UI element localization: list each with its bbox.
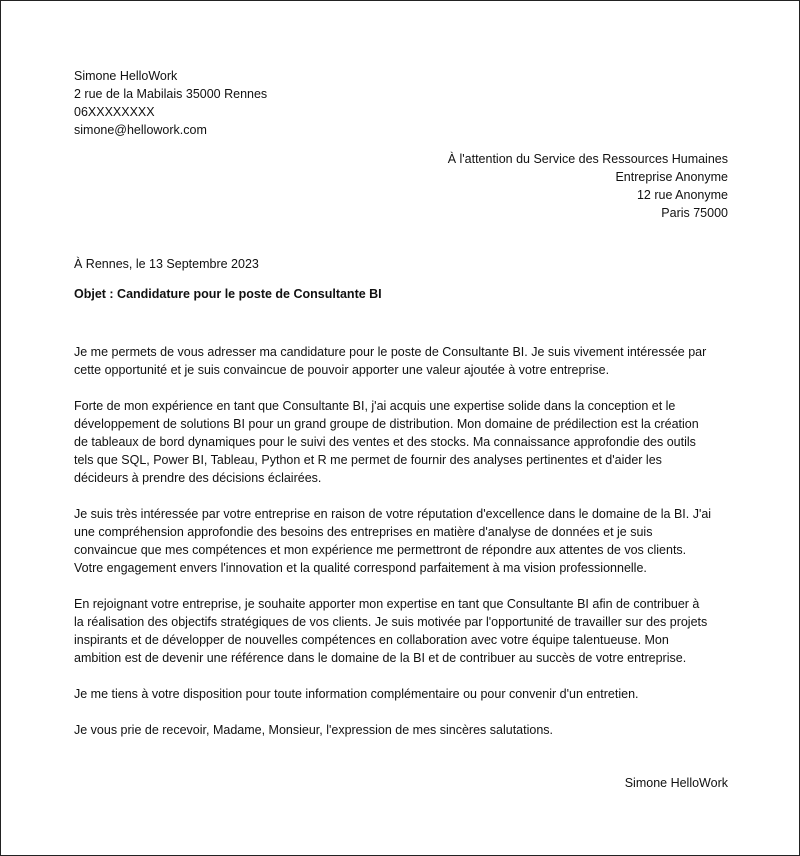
paragraph-line: convaincue que mes compétences et mon expérience me permettront de répondre aux attentes de vos clients. — [74, 543, 687, 557]
paragraph-line: inspirants et de développer de nouvelles compétences en collaboration avec votre équipe talentueuse. Mon — [74, 633, 669, 647]
recipient-company: Entreprise Anonyme — [615, 170, 728, 184]
recipient-attention: À l'attention du Service des Ressources Humaines — [447, 152, 728, 166]
letter-body — [74, 343, 734, 757]
paragraph — [74, 595, 734, 667]
recipient-city: Paris 75000 — [661, 206, 728, 220]
paragraph-line: de tableaux de bord dynamiques pour le suivi des ventes et des stocks. Ma connaissance approfondie des outils — [74, 435, 696, 449]
letter-subject: Objet : Candidature pour le poste de Consultante BI — [74, 287, 382, 301]
paragraph-line: ambition est de devenir une référence dans le domaine de la BI et de contribuer au succès de votre entreprise. — [74, 651, 687, 665]
paragraph-line: tels que SQL, Power BI, Tableau, Python et R me permet de fournir des analyses pertinentes et d'aider les — [74, 453, 662, 467]
paragraph — [74, 685, 734, 703]
signature: Simone HelloWork — [624, 776, 728, 790]
recipient-block — [268, 150, 728, 222]
paragraph — [74, 343, 734, 379]
paragraph-line: Forte de mon expérience en tant que Consultante BI, j'ai acquis une expertise solide dans la conception et le — [74, 399, 676, 413]
sender-email: simone@hellowork.com — [74, 123, 207, 137]
paragraph — [74, 397, 734, 487]
sender-phone: 06XXXXXXXX — [74, 105, 155, 119]
paragraph-line: En rejoignant votre entreprise, je souhaite apporter mon expertise en tant que Consultante BI afin de contribuer à — [74, 597, 700, 611]
paragraph-line: une compréhension approfondie des besoins des entreprises en matière d'analyse de données et je suis — [74, 525, 653, 539]
paragraph-line: développement de solutions BI pour un grand groupe de distribution. Mon domaine de prédilection est la création — [74, 417, 699, 431]
paragraph-line: Votre engagement envers l'innovation et la qualité correspond parfaitement à ma vision professionnelle. — [74, 561, 647, 575]
paragraph-line: décideurs à prendre des décisions éclairées. — [74, 471, 322, 485]
paragraph-line: Je vous prie de recevoir, Madame, Monsieur, l'expression de mes sincères salutations. — [74, 723, 554, 737]
paragraph — [74, 505, 734, 577]
sender-name: Simone HelloWork — [74, 69, 178, 83]
paragraph-line: cette opportunité et je suis convaincue de pouvoir apporter une valeur ajoutée à votre entreprise. — [74, 363, 610, 377]
sender-block — [74, 67, 474, 139]
letter-date: À Rennes, le 13 Septembre 2023 — [74, 257, 259, 271]
paragraph-line: Je suis très intéressée par votre entreprise en raison de votre réputation d'excellence dans le domaine de la BI. J'ai — [74, 507, 712, 521]
paragraph-line: Je me tiens à votre disposition pour toute information complémentaire ou pour convenir d'un entretien. — [74, 687, 639, 701]
sender-address: 2 rue de la Mabilais 35000 Rennes — [74, 87, 268, 101]
recipient-street: 12 rue Anonyme — [636, 188, 728, 202]
paragraph — [74, 721, 734, 739]
paragraph-line: Je me permets de vous adresser ma candidature pour le poste de Consultante BI. Je suis vivement intéressée par — [74, 345, 707, 359]
paragraph-line: la réalisation des objectifs stratégiques de vos clients. Je suis motivée par l'opportunité de travailler sur des projets — [74, 615, 708, 629]
